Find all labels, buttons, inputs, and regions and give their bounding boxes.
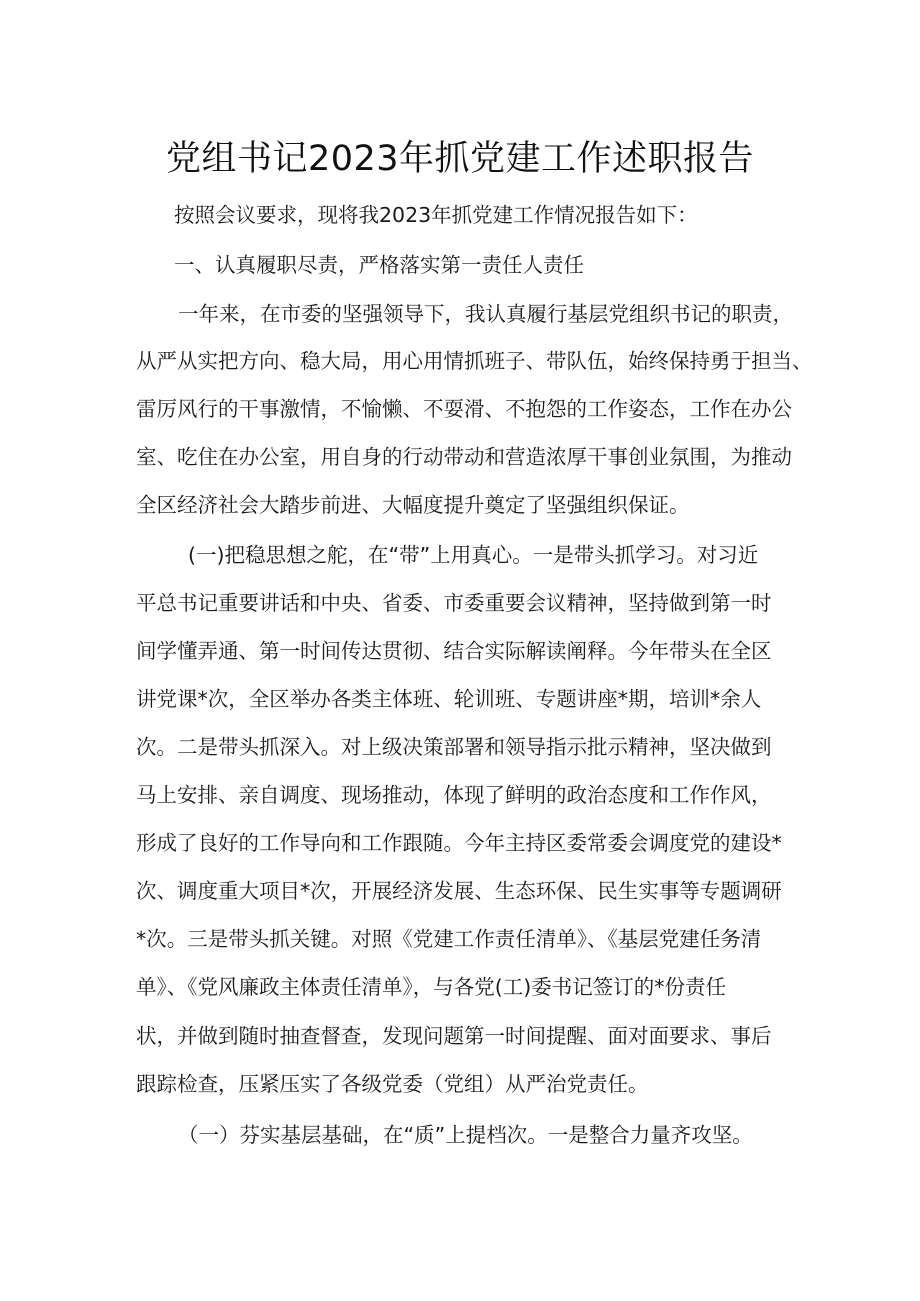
paragraph-line: 次、调度重大项目*次，开展经济发展、生态环保、民生实事等专题调研	[136, 879, 782, 903]
paragraph-line: 从严从实把方向、稳大局，用心用情抓班子、带队伍，始终保持勇于担当、	[136, 349, 813, 373]
paragraph-line: 雷厉风行的干事激情，不愉懒、不耍滑、不抱怨的工作姿态，工作在办公	[136, 397, 792, 421]
paragraph-line: 形成了良好的工作导向和工作跟随。今年主持区委常委会调度党的建设*	[136, 831, 782, 855]
paragraph-line: 跟踪检查，压紧压实了各级党委（党组）从严治党责任。	[136, 1072, 649, 1096]
paragraph-line: 次。二是带头抓深入。对上级决策部署和领导指示批示精神，坚决做到	[136, 735, 772, 759]
subsection-heading-1: (一)把稳思想之舵，在“带”上用真心。一是带头抓学习。对习近	[188, 543, 759, 567]
subsection-heading-2: （一）芬实基层基础，在“质”上提档次。一是整合力量齐攻坚。	[178, 1123, 753, 1147]
intro-paragraph: 按照会议要求，现将我2023年抓党建工作情况报告如下：	[174, 203, 698, 227]
section-heading-1: 一、认真履职尽责，严格落实第一责任人责任	[174, 253, 584, 277]
paragraph-line: 单》、《党风廉政主体责任清单》，与各党(工)委书记签订的*份责任	[136, 975, 726, 999]
paragraph-line: 室、吃住在办公室，用自身的行动带动和营造浓厚干事创业氛围，为推动	[136, 445, 792, 469]
paragraph-line: 一年来，在市委的坚强领导下，我认真履行基层党组织书记的职责，	[178, 302, 793, 326]
paragraph-line: 全区经济社会大踏步前进、大幅度提升奠定了坚强组织保证。	[136, 493, 690, 517]
paragraph-line: 状，并做到随时抽查督查，发现问题第一时间提醒、面对面要求、事后	[136, 1024, 772, 1048]
paragraph-line: 讲党课*次，全区举办各类主体班、轮训班、专题讲座*期，培训*余人	[136, 687, 762, 711]
paragraph-line: 马上安排、亲自调度、现场推动，体现了鲜明的政治态度和工作作风，	[136, 783, 772, 807]
paragraph-line: 平总书记重要讲话和中央、省委、市委重要会议精神，坚持做到第一时	[136, 591, 772, 615]
document-title: 党组书记2023年抓党建工作述职报告	[165, 139, 755, 179]
paragraph-line: 间学懂弄通、第一时间传达贯彻、结合实际解读阐释。今年带头在全区	[136, 639, 772, 663]
paragraph-line: *次。三是带头抓关键。对照《党建工作责任清单》、《基层党建任务清	[136, 927, 762, 951]
